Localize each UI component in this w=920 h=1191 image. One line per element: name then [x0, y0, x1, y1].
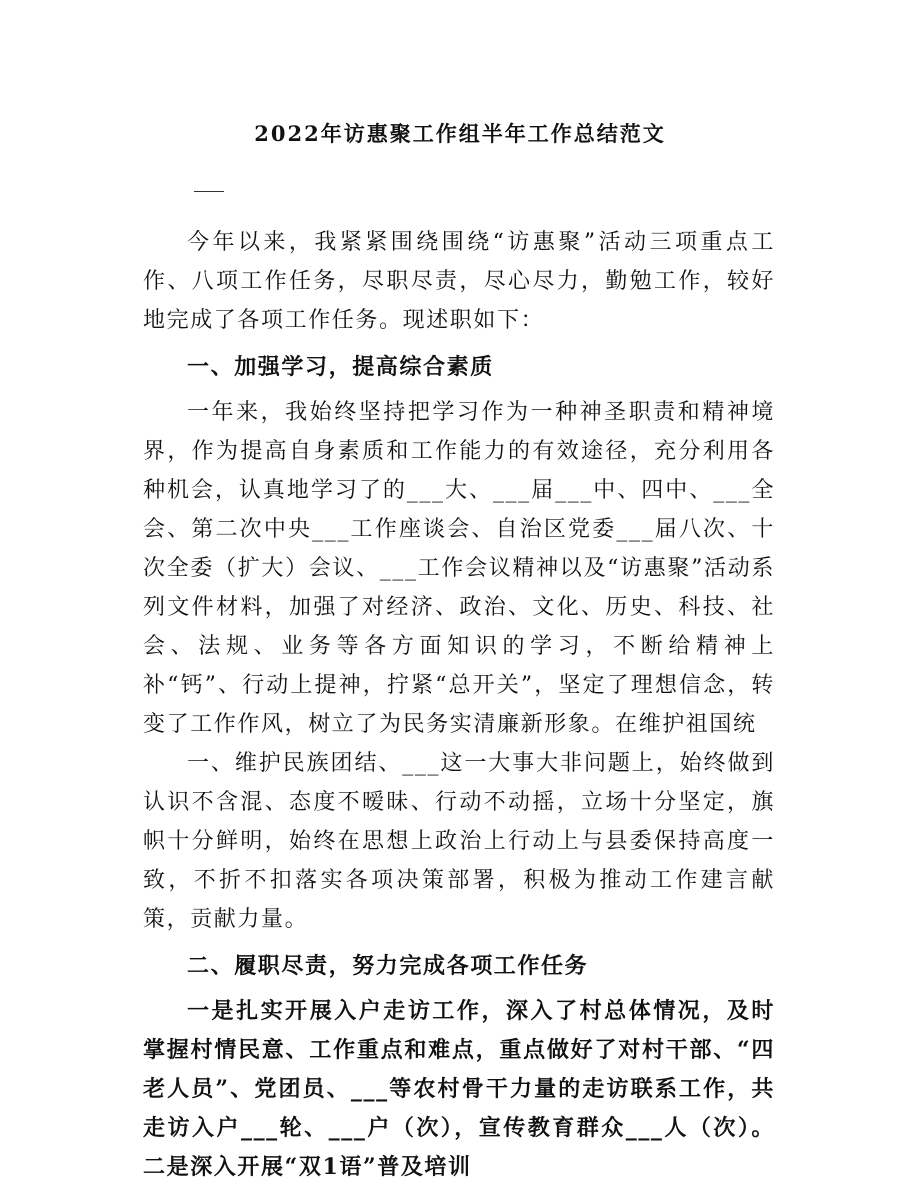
- document-title: 2022年访惠聚工作组半年工作总结范文: [254, 121, 666, 146]
- paragraph-study: 一年来，我始终坚持把学习作为一种神圣职责和精神境界，作为提高自身素质和工作能力的有效途径，充分利用各种机会，认真地学习了的___大、___届___中、四中、___全会、第二次中央___工作座谈会、自治区党委___届八次、十次全委（扩大）会议、___工作会议精神以及“访惠聚”活动系列文件材料，加强了对经济、政治、文化、历史、科技、社会、法规、业务等各方面知识的学习，不断给精神上补“钙”、行动上提神，拧紧“总开关”，坚定了理想信念，转变了工作作风，树立了为民务实清廉新形象。在维护祖国统: [143, 400, 775, 737]
- paragraph-visits: 一是扎实开展入户走访工作，深入了村总体情况，及时掌握村情民意、工作重点和难点，重点做好了对村干部、“四老人员”、党团员、___等农村骨干力量的走访联系工作，共走访入户___轮、___户（次），宣传教育群众___人（次）。二是深入开展“双1语”普及培训: [143, 998, 775, 1180]
- document-body: [143, 223, 775, 1187]
- section-heading-2: 二、履职尽责，努力完成各项工作任务: [187, 953, 589, 979]
- paragraph-intro: 今年以来，我紧紧围绕围绕“访惠聚”活动三项重点工作、八项工作任务，尽职尽责，尽心尽力，勤勉工作，较好地完成了各项工作任务。现述职如下：: [143, 230, 775, 333]
- title-underline: [194, 191, 224, 192]
- paragraph-unity: 一、维护民族团结、___这一大事大非问题上，始终做到认识不含混、态度不暧昧、行动不动摇，立场十分坚定，旗帜十分鲜明，始终在思想上政治上行动上与县委保持高度一致，不折不扣落实各项决策部署，积极为推动工作建言献策，贡献力量。: [143, 751, 775, 932]
- section-heading-1: 一、加强学习，提高综合素质: [187, 354, 494, 380]
